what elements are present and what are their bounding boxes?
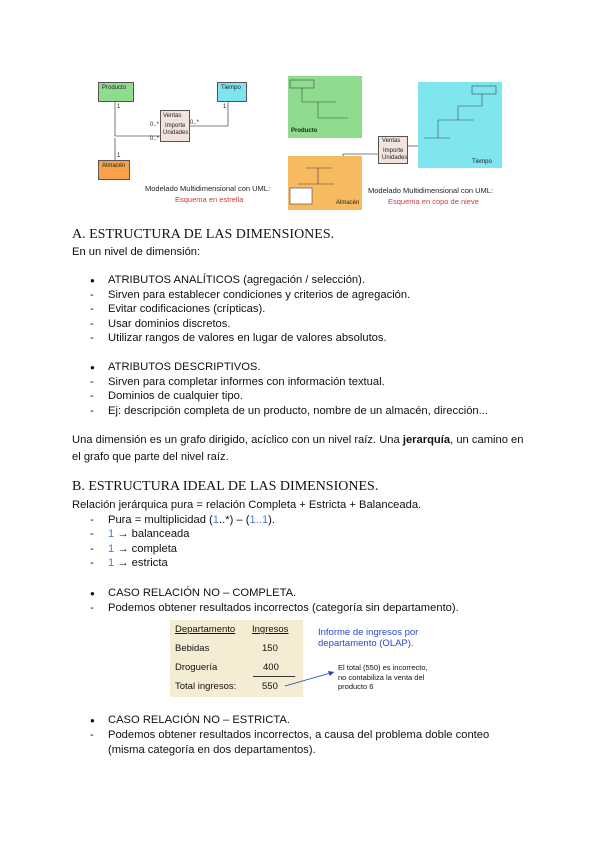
diagram-snowflake-schema — [288, 76, 513, 211]
snow-almacen-label: Almacén — [336, 200, 360, 206]
list-item: - Podemos obtener resultados incorrectos, a causa del problema doble conteo (misma categoría en dos departamentos). — [108, 728, 528, 758]
section-b-intro: Relación jerárquica pura = relación Completa + Estricta + Balanceada. — [72, 499, 422, 511]
olap-row-dep: Droguería — [175, 662, 218, 673]
olap-total-label: Total ingresos: — [175, 681, 237, 692]
list-item: - Sirven para establecer condiciones y criterios de agregación. — [108, 288, 410, 303]
star-subcaption: Esquema en estrella — [175, 195, 244, 204]
list-item: - Utilizar rangos de valores en lugar de valores absolutos. — [108, 331, 387, 346]
mult-almacen: 1 — [117, 153, 121, 159]
olap-row-dep: Bebidas — [175, 643, 210, 654]
mult-producto: 1 — [117, 104, 121, 110]
list-item: - Podemos obtener resultados incorrectos (categoría sin departamento). — [108, 601, 459, 616]
list-item: - Usar dominios discretos. — [108, 317, 230, 332]
olap-title: Informe de ingresos por departamento (OLAP). — [318, 627, 419, 649]
olap-note: El total (550) es incorrecto, no contabiliza la venta del producto 6 — [338, 663, 428, 691]
list-item: - Ej: descripción completa de un producto, nombre de un almacén, dirección... — [108, 404, 488, 419]
bullet-atributos-descriptivos: ● ATRIBUTOS DESCRIPTIVOS. — [108, 360, 261, 375]
section-b-title: B. ESTRUCTURA IDEAL DE LAS DIMENSIONES. — [72, 479, 379, 494]
snow-almacen-area — [288, 156, 362, 210]
producto-box: Producto — [98, 82, 134, 102]
snow-caption: Modelado Multidimensional con UML: — [368, 186, 494, 195]
tiempo-box: Tiempo — [217, 82, 247, 102]
olap-report-figure — [170, 620, 440, 706]
olap-row-val: 150 — [262, 643, 278, 654]
snow-producto-area — [288, 76, 362, 138]
para-part-1: Una dimensión es un grafo dirigido, acíclico con un nivel raíz. Una — [72, 434, 403, 446]
para-part-2: , un camino en el grafo que parte del nivel raíz. — [72, 434, 524, 463]
snow-ventas-box: Ventas Importe Unidades — [378, 136, 408, 164]
olap-header-ingresos: Ingresos — [252, 624, 289, 635]
list-item: - Dominios de cualquier tipo. — [108, 389, 243, 404]
mult-ventas-2: 0..* — [190, 120, 200, 126]
olap-total-value: 550 — [262, 681, 278, 692]
bullet-atributos-analiticos: ● ATRIBUTOS ANALÍTICOS (agregación / selección). — [108, 273, 365, 288]
list-item: - 1 → completa — [108, 542, 177, 557]
list-item: - Sirven para completar informes con información textual. — [108, 375, 385, 390]
list-item: - 1 → balanceada — [108, 527, 190, 542]
bullet-no-estricta: ● CASO RELACIÓN NO – ESTRICTA. — [108, 713, 290, 728]
dimension-definition-paragraph — [72, 432, 532, 466]
snow-tiempo-area — [418, 82, 502, 168]
snow-producto-label: Producto — [291, 128, 318, 134]
para-bold-jerarquia: jerarquía — [402, 434, 451, 446]
olap-header-departamento: Departamento — [175, 624, 236, 635]
tiempo-hierarchy-lines — [418, 82, 502, 168]
diagram-star-schema — [95, 78, 290, 208]
section-a-title: A. ESTRUCTURA DE LAS DIMENSIONES. — [72, 227, 335, 242]
pura-line: - Pura = multiplicidad (1..*) – (1..1). — [108, 513, 275, 528]
mult-tiempo: 1 — [223, 104, 227, 110]
snow-tiempo-label: Tiempo — [472, 159, 492, 165]
star-caption: Modelado Multidimensional con UML: — [145, 184, 271, 193]
olap-row-val: 400 — [263, 662, 279, 673]
mult-ventas-1: 0..* — [150, 122, 160, 128]
almacen-box: Almacén — [98, 160, 130, 180]
bullet-no-completa: ● CASO RELACIÓN NO – COMPLETA. — [108, 586, 296, 601]
list-item: - 1 → estricta — [108, 556, 168, 571]
mult-ventas-3: 0..* — [150, 136, 160, 142]
section-a-intro: En un nivel de dimensión: — [72, 246, 201, 258]
ventas-box: Ventas Importe Unidades — [160, 110, 190, 142]
list-item: - Evitar codificaciones (crípticas). — [108, 302, 265, 317]
snow-subcaption: Esquema en copo de nieve — [388, 197, 479, 206]
